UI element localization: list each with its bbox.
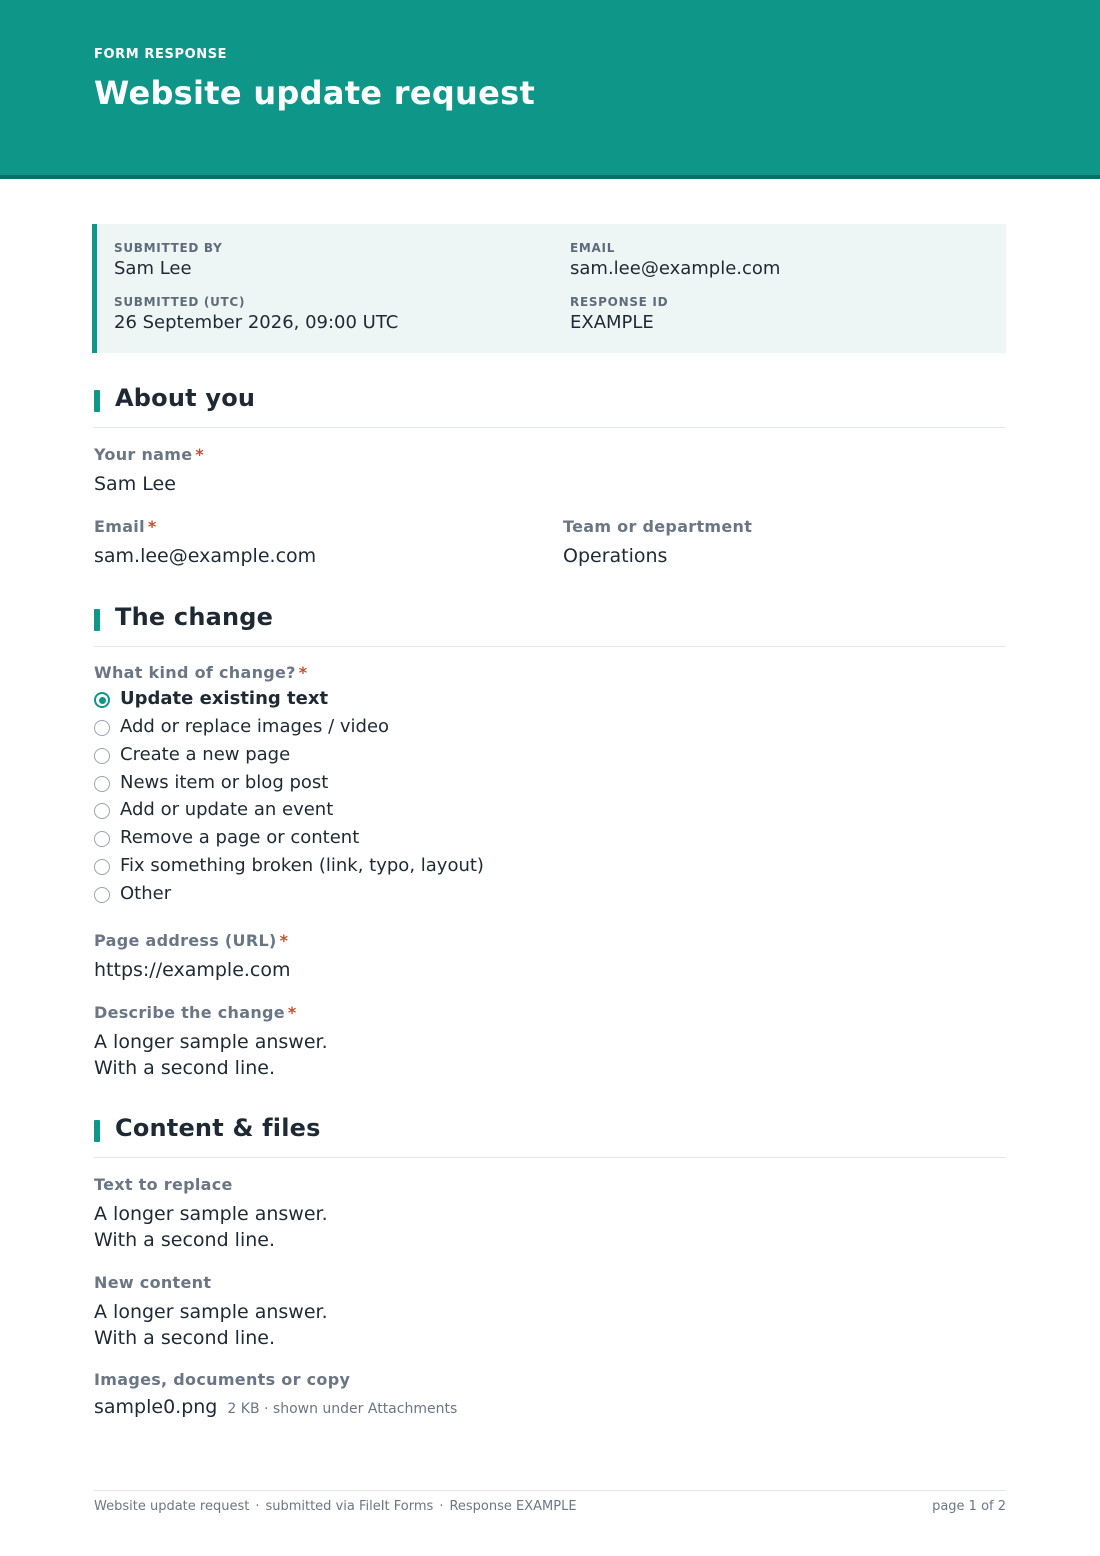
field-label: [94, 931, 291, 950]
field-label: Images, documents or copy: [94, 1370, 351, 1389]
option-label: Add or replace images / video: [120, 716, 390, 737]
field-team: [563, 517, 752, 569]
field-page-url: [94, 931, 291, 983]
section-accent-bar: [94, 1120, 100, 1142]
option-label: Create a new page: [120, 744, 291, 765]
attachment-item: [94, 1396, 457, 1418]
footer-left: [94, 1499, 577, 1514]
field-email: [94, 517, 316, 569]
section-content-files: [94, 1114, 1006, 1158]
field-label-text: What kind of change?: [94, 663, 296, 682]
section-accent-bar: [94, 609, 100, 631]
submission-meta: [92, 224, 1006, 353]
field-change-kind: [94, 663, 307, 682]
radio-unchecked-icon: [94, 776, 110, 792]
meta-label: RESPONSE ID: [570, 295, 669, 309]
option-update-text[interactable]: [94, 688, 694, 710]
footer-via: submitted via FileIt Forms: [265, 1499, 434, 1514]
footer-page-number: page 1 of 2: [932, 1499, 1006, 1514]
option-label: Other: [120, 883, 172, 904]
radio-unchecked-icon: [94, 859, 110, 875]
option-event[interactable]: [94, 799, 694, 821]
meta-value: sam.lee@example.com: [570, 258, 781, 279]
footer-separator: ·: [255, 1499, 260, 1514]
option-remove[interactable]: [94, 827, 694, 849]
option-label: Add or update an event: [120, 799, 334, 820]
radio-checked-icon: [94, 692, 110, 708]
option-label: Remove a page or content: [120, 827, 360, 848]
option-news-item[interactable]: [94, 772, 694, 794]
required-marker: *: [195, 445, 205, 464]
option-images-video[interactable]: [94, 716, 694, 738]
page-header: [0, 0, 1100, 179]
option-other[interactable]: [94, 883, 694, 905]
field-value: https://example.com: [94, 959, 291, 981]
field-value: sam.lee@example.com: [94, 545, 317, 567]
option-fix-broken[interactable]: [94, 855, 694, 877]
section-accent-bar: [94, 390, 100, 412]
meta-value: 26 September 2026, 09:00 UTC: [114, 312, 399, 333]
section-the-change: [94, 603, 1006, 647]
attachment-file-name[interactable]: sample0.png: [94, 1396, 218, 1418]
meta-value: Sam Lee: [114, 258, 192, 279]
field-label-text: Describe the change: [94, 1003, 285, 1022]
field-value: Operations: [563, 545, 668, 567]
option-label: Update existing text: [120, 688, 329, 709]
section-about-you: [94, 384, 1006, 428]
meta-label: EMAIL: [570, 241, 616, 255]
option-new-page[interactable]: [94, 744, 694, 766]
field-label-text: Your name: [94, 445, 193, 464]
field-label: [94, 517, 316, 536]
required-marker: *: [279, 931, 289, 950]
footer-response: Response EXAMPLE: [449, 1499, 577, 1514]
meta-submitted-at: [114, 295, 398, 333]
meta-response-id: [570, 295, 668, 333]
field-label-text: Page address (URL): [94, 931, 277, 950]
field-value: A longer sample answer. With a second line.: [94, 1301, 328, 1349]
field-describe-change: [94, 1003, 328, 1081]
field-label: [94, 1003, 328, 1022]
field-attachments: [94, 1370, 457, 1418]
radio-unchecked-icon: [94, 748, 110, 764]
field-new-content: [94, 1273, 328, 1351]
required-marker: *: [287, 1003, 297, 1022]
option-label: Fix something broken (link, typo, layout): [120, 855, 484, 876]
radio-unchecked-icon: [94, 831, 110, 847]
field-label: [94, 663, 307, 682]
radio-unchecked-icon: [94, 720, 110, 736]
attachment-file-meta: 2 KB · shown under Attachments: [227, 1401, 458, 1417]
meta-submitted-by: [114, 241, 223, 279]
field-label: [94, 445, 204, 464]
header-eyebrow: FORM RESPONSE: [94, 47, 228, 62]
meta-label: SUBMITTED (UTC): [114, 295, 246, 309]
required-marker: *: [298, 663, 308, 682]
footer-form-name: Website update request: [94, 1499, 250, 1514]
field-value: A longer sample answer. With a second line.: [94, 1203, 328, 1251]
footer-separator: ·: [439, 1499, 444, 1514]
radio-unchecked-icon: [94, 803, 110, 819]
field-label: New content: [94, 1273, 212, 1292]
field-label: Text to replace: [94, 1175, 233, 1194]
field-label: Team or department: [563, 517, 753, 536]
section-title: Content & files: [115, 1114, 321, 1142]
field-label-text: Email: [94, 517, 145, 536]
meta-email: [570, 241, 780, 279]
section-title: About you: [115, 384, 256, 412]
radio-unchecked-icon: [94, 887, 110, 903]
meta-label: SUBMITTED BY: [114, 241, 223, 255]
field-value: Sam Lee: [94, 473, 176, 495]
page-footer: [94, 1490, 1006, 1520]
meta-value: EXAMPLE: [570, 312, 654, 333]
field-value: A longer sample answer. With a second line.: [94, 1031, 328, 1079]
field-your-name: [94, 445, 204, 497]
section-title: The change: [115, 603, 274, 631]
required-marker: *: [147, 517, 157, 536]
page-title: Website update request: [94, 74, 536, 112]
option-label: News item or blog post: [120, 772, 329, 793]
field-text-to-replace: [94, 1175, 328, 1253]
